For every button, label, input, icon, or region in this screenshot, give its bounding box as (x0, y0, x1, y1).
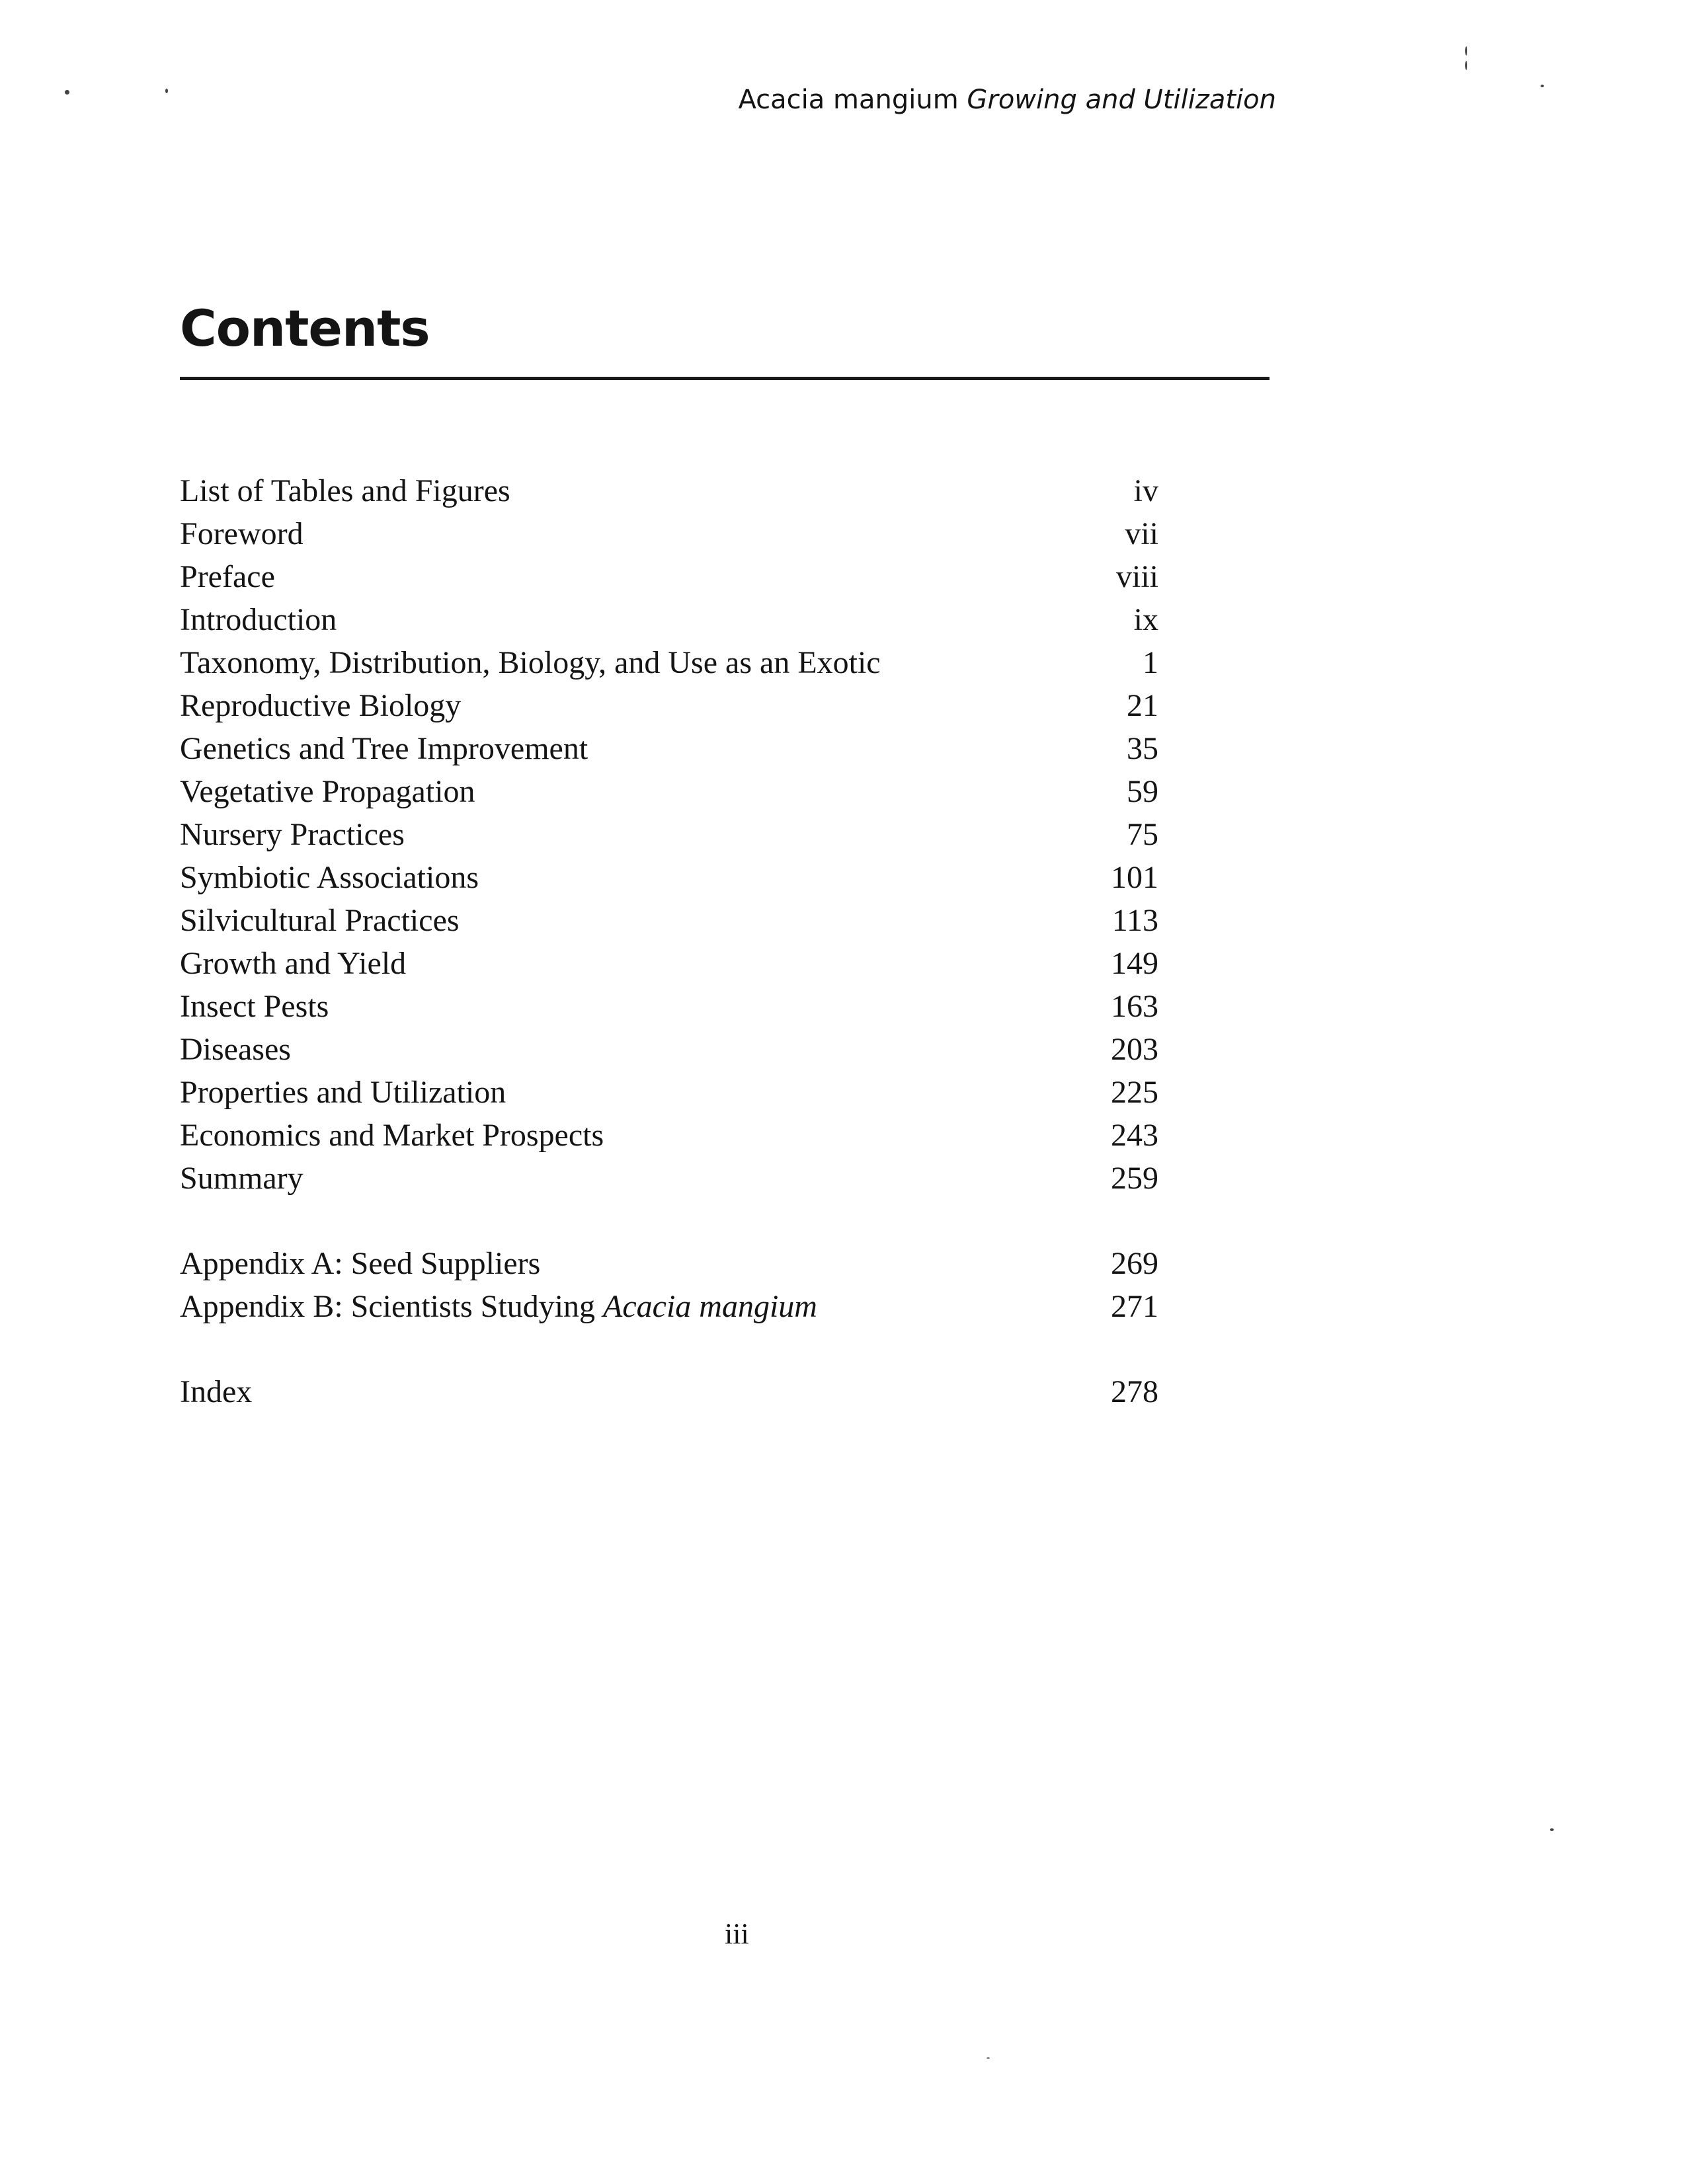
toc-entry-title: Genetics and Tree Improvement (180, 731, 588, 766)
toc-entry[interactable] (180, 727, 1158, 770)
toc-entry-page: 259 (1111, 1161, 1158, 1196)
toc-appendix-group (180, 1242, 1158, 1328)
toc-entry-title: Diseases (180, 1032, 291, 1067)
page-title: Contents (180, 299, 430, 358)
toc-entry-page: 21 (1127, 688, 1158, 723)
running-header (739, 85, 1276, 115)
toc-entry-page: 75 (1127, 817, 1158, 852)
toc-entry-title: List of Tables and Figures (180, 473, 510, 508)
toc-entry-title: Preface (180, 559, 275, 594)
toc-entry-title: Summary (180, 1161, 303, 1196)
toc-entry[interactable] (180, 598, 1158, 641)
toc-entry-title: Nursery Practices (180, 817, 405, 852)
toc-entry-page: vii (1125, 516, 1158, 551)
table-of-contents (180, 469, 1158, 1456)
toc-entry-index[interactable] (180, 1370, 1158, 1413)
toc-entry-title-text: Appendix B: Scientists Studying (180, 1289, 604, 1324)
scan-speck (165, 89, 168, 93)
toc-entry[interactable] (180, 512, 1158, 555)
toc-entry[interactable] (180, 1157, 1158, 1200)
toc-entry-page: 203 (1111, 1032, 1158, 1067)
toc-entry-title: Economics and Market Prospects (180, 1118, 604, 1153)
toc-entry-title: Properties and Utilization (180, 1075, 506, 1110)
toc-entry[interactable] (180, 985, 1158, 1028)
toc-entry-page: 149 (1111, 946, 1158, 981)
title-rule (180, 377, 1270, 380)
toc-entry-title: Foreword (180, 516, 303, 551)
toc-entry-title: Taxonomy, Distribution, Biology, and Use as an Exotic (180, 645, 881, 680)
toc-entry-title: Symbiotic Associations (180, 860, 479, 895)
toc-entry-title-species: Acacia mangium (603, 1289, 817, 1324)
toc-entry-page: 113 (1111, 903, 1158, 938)
toc-entry-title: Introduction (180, 602, 337, 637)
toc-entry-appendix-a[interactable] (180, 1242, 1158, 1285)
toc-entry[interactable] (180, 1028, 1158, 1071)
toc-entry[interactable] (180, 469, 1158, 512)
toc-entry-page: 243 (1111, 1118, 1158, 1153)
toc-entry[interactable] (180, 813, 1158, 856)
toc-entry-title: Silvicultural Practices (180, 903, 460, 938)
toc-entry[interactable] (180, 856, 1158, 899)
toc-entry-title: Insect Pests (180, 989, 329, 1024)
toc-index-group (180, 1370, 1158, 1413)
toc-entry-page: viii (1115, 559, 1158, 594)
toc-entry-page: iv (1133, 473, 1158, 508)
toc-entry-page: ix (1133, 602, 1158, 637)
toc-entry-title: Vegetative Propagation (180, 774, 475, 809)
toc-entry[interactable] (180, 770, 1158, 813)
page-number: iii (725, 1918, 749, 1950)
scan-speck (1541, 85, 1544, 87)
toc-entry-title (180, 1285, 817, 1328)
toc-entry[interactable] (180, 641, 1158, 684)
toc-entry[interactable] (180, 684, 1158, 727)
toc-entry-title: Appendix A: Seed Suppliers (180, 1246, 541, 1281)
toc-entry[interactable] (180, 942, 1158, 985)
scan-speck (987, 2057, 990, 2059)
toc-entry-page: 35 (1127, 731, 1158, 766)
running-header-book-title: Acacia mangium (738, 85, 959, 115)
toc-entry-page: 163 (1111, 989, 1158, 1024)
toc-entry-appendix-b[interactable] (180, 1285, 1158, 1328)
scan-speck (1465, 61, 1467, 70)
scan-speck (65, 90, 69, 95)
toc-entry[interactable] (180, 1071, 1158, 1114)
toc-entry[interactable] (180, 555, 1158, 598)
scan-speck (1550, 1828, 1554, 1831)
toc-entry-page: 59 (1127, 774, 1158, 809)
toc-entry-page: 278 (1111, 1374, 1158, 1409)
toc-entry[interactable] (180, 1114, 1158, 1157)
toc-entry-page: 225 (1111, 1075, 1158, 1110)
toc-entry-page: 271 (1111, 1289, 1158, 1324)
running-header-subtitle: Growing and Utilization (967, 85, 1276, 115)
toc-entry-title: Reproductive Biology (180, 688, 462, 723)
toc-entry-page: 101 (1111, 860, 1158, 895)
toc-entry[interactable] (180, 899, 1158, 942)
toc-main-group (180, 469, 1158, 1200)
toc-entry-page: 269 (1111, 1246, 1158, 1281)
scan-speck (1465, 46, 1467, 56)
toc-entry-title: Growth and Yield (180, 946, 407, 981)
toc-entry-page: 1 (1143, 645, 1158, 680)
toc-entry-title: Index (180, 1374, 253, 1409)
